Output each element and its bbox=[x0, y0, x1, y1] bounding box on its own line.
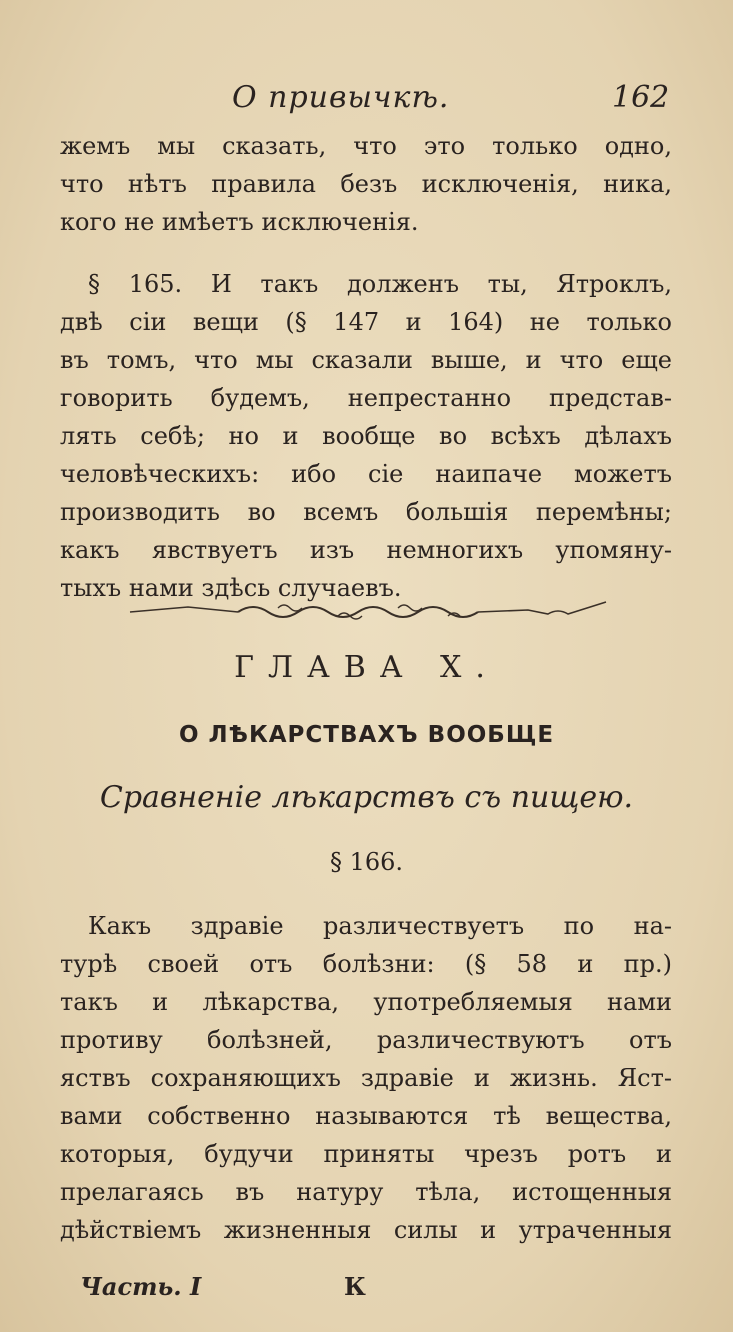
chapter-subtitle: О ЛѢКАРСТВАХЪ ВООБЩЕ bbox=[178, 722, 555, 748]
text-line: кого не имѣетъ исключенія. bbox=[60, 208, 419, 236]
text-line: Какъ здравіе различествуетъ по на- bbox=[88, 912, 672, 940]
text-line: жемъ мы сказать, что это только одно, bbox=[60, 132, 672, 160]
sheet-mark: К bbox=[344, 1272, 366, 1301]
paragraph-166 bbox=[60, 907, 672, 1249]
text-line: тыхъ нами здѣсь случаевъ. bbox=[60, 574, 402, 602]
text-line: какъ явствуетъ изъ немногихъ упомяну- bbox=[60, 536, 672, 564]
section-number: § 166. bbox=[329, 848, 404, 876]
running-head-title: О привычкѣ. bbox=[232, 80, 450, 115]
text-line: производить во всемъ большія перемѣны; bbox=[60, 498, 672, 526]
text-line: двѣ сіи вещи (§ 147 и 164) не только bbox=[60, 308, 672, 336]
section-subtitle: Сравненіе лѣкарствъ съ пищею. bbox=[99, 780, 634, 815]
text-line: турѣ своей отъ болѣзни: (§ 58 и пр.) bbox=[60, 950, 672, 978]
paragraph-continued bbox=[60, 127, 672, 241]
paragraph-165 bbox=[60, 265, 672, 607]
text-line: прелагаясь въ натуру тѣла, истощенныя bbox=[60, 1178, 672, 1206]
text-line: дѣйствіемъ жизненныя силы и утраченныя bbox=[60, 1216, 672, 1244]
text-line: вами собственно называются тѣ вещества, bbox=[60, 1102, 672, 1130]
running-head bbox=[0, 78, 733, 118]
text-line: человѣческихъ: ибо сіе наипаче можетъ bbox=[60, 460, 672, 488]
text-line: въ томъ, что мы сказали выше, и что еще bbox=[60, 346, 672, 374]
ornamental-divider bbox=[128, 596, 608, 626]
signature-mark: Часть. I bbox=[80, 1272, 202, 1301]
text-line: говорить будемъ, непрестанно представ- bbox=[60, 384, 672, 412]
text-line: противу болѣзней, различествуютъ отъ bbox=[60, 1026, 672, 1054]
text-line: что нѣтъ правила безъ исключенія, ника, bbox=[60, 170, 672, 198]
chapter-title: ГЛАВА X. bbox=[234, 650, 499, 685]
text-line: лять себѣ; но и вообще во всѣхъ дѣлахъ bbox=[60, 422, 672, 450]
text-line: § 165. И такъ долженъ ты, Ятроклъ, bbox=[88, 270, 672, 298]
text-line: такъ и лѣкарства, употребляемыя нами bbox=[60, 988, 672, 1016]
text-line: которыя, будучи приняты чрезъ ротъ и bbox=[60, 1140, 672, 1168]
text-line: яствъ сохраняющихъ здравіе и жизнь. Яст- bbox=[60, 1064, 672, 1092]
page-number: 162 bbox=[612, 80, 670, 115]
